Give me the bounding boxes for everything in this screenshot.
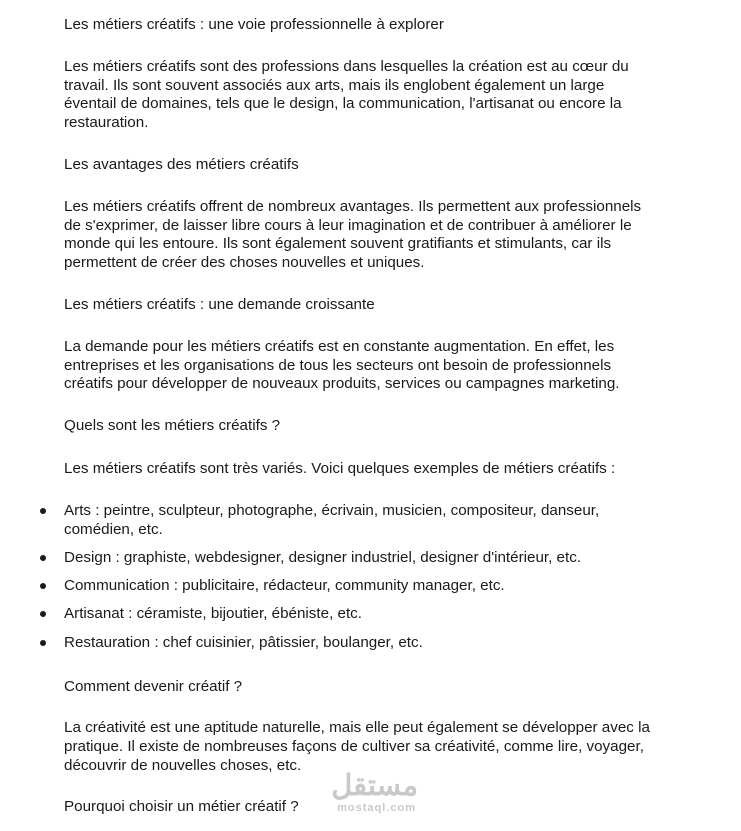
paragraph-line: Les métiers créatifs sont très variés. Voici quelques exemples de métiers créatifs : [64, 460, 616, 477]
list-item: Communication : publicitaire, rédacteur, community manager, etc. [64, 577, 505, 594]
heading-advantages: Les avantages des métiers créatifs [64, 156, 299, 173]
list-item: Arts : peintre, sculpteur, photographe, écrivain, musicien, compositeur, danseur, [64, 502, 600, 519]
bullet-icon [40, 640, 46, 646]
heading-demand: Les métiers créatifs : une demande croissante [64, 296, 375, 313]
paragraph-line: entreprises et les organisations de tous les secteurs ont besoin de professionnels [64, 357, 612, 374]
paragraph-line: monde qui les entoure. Ils sont également souvent gratifiants et stimulants, car ils [64, 235, 612, 252]
bullet-icon [40, 508, 46, 514]
mostaql-watermark [322, 770, 418, 816]
paragraph-line: permettent de créer des choses nouvelles et uniques. [64, 254, 425, 271]
paragraph-line: découvrir de nouvelles choses, etc. [64, 757, 302, 774]
paragraph-line: éventail de domaines, tels que le design, la communication, l'artisanat ou encore la [64, 95, 622, 112]
bullet-icon [40, 611, 46, 617]
paragraph-line: Les métiers créatifs offrent de nombreux avantages. Ils permettent aux professionnels [64, 198, 642, 215]
heading-which-jobs: Quels sont les métiers créatifs ? [64, 417, 281, 434]
heading-intro: Les métiers créatifs : une voie professionnelle à explorer [64, 16, 444, 33]
list-item: Design : graphiste, webdesigner, designer industriel, designer d'intérieur, etc. [64, 549, 582, 566]
watermark-latin: mostaql.com [337, 802, 416, 814]
watermark-arabic: مستقل [331, 770, 418, 802]
paragraph-line: La demande pour les métiers créatifs est en constante augmentation. En effet, les [64, 338, 615, 355]
paragraph-line: La créativité est une aptitude naturelle, mais elle peut également se développer avec la [64, 719, 650, 736]
bullet-icon [40, 555, 46, 561]
paragraph-line: créatifs pour développer de nouveaux produits, services ou campagnes marketing. [64, 375, 620, 392]
list-item-continued: comédien, etc. [64, 521, 163, 538]
heading-why-choose: Pourquoi choisir un métier créatif ? [64, 798, 299, 815]
paragraph-line: restauration. [64, 114, 149, 131]
bullet-icon [40, 583, 46, 589]
list-item: Restauration : chef cuisinier, pâtissier, boulanger, etc. [64, 634, 423, 651]
paragraph-line: pratique. Il existe de nombreuses façons de cultiver sa créativité, comme lire, voyager, [64, 738, 644, 755]
paragraph-line: Les métiers créatifs sont des professions dans lesquelles la création est au cœur du [64, 58, 629, 75]
heading-how-to: Comment devenir créatif ? [64, 678, 243, 695]
paragraph-line: travail. Ils sont souvent associés aux arts, mais ils englobent également un large [64, 77, 605, 94]
list-item: Artisanat : céramiste, bijoutier, ébéniste, etc. [64, 605, 362, 622]
paragraph-line: de s'exprimer, de laisser libre cours à leur imagination et de contribuer à améliorer le [64, 217, 632, 234]
